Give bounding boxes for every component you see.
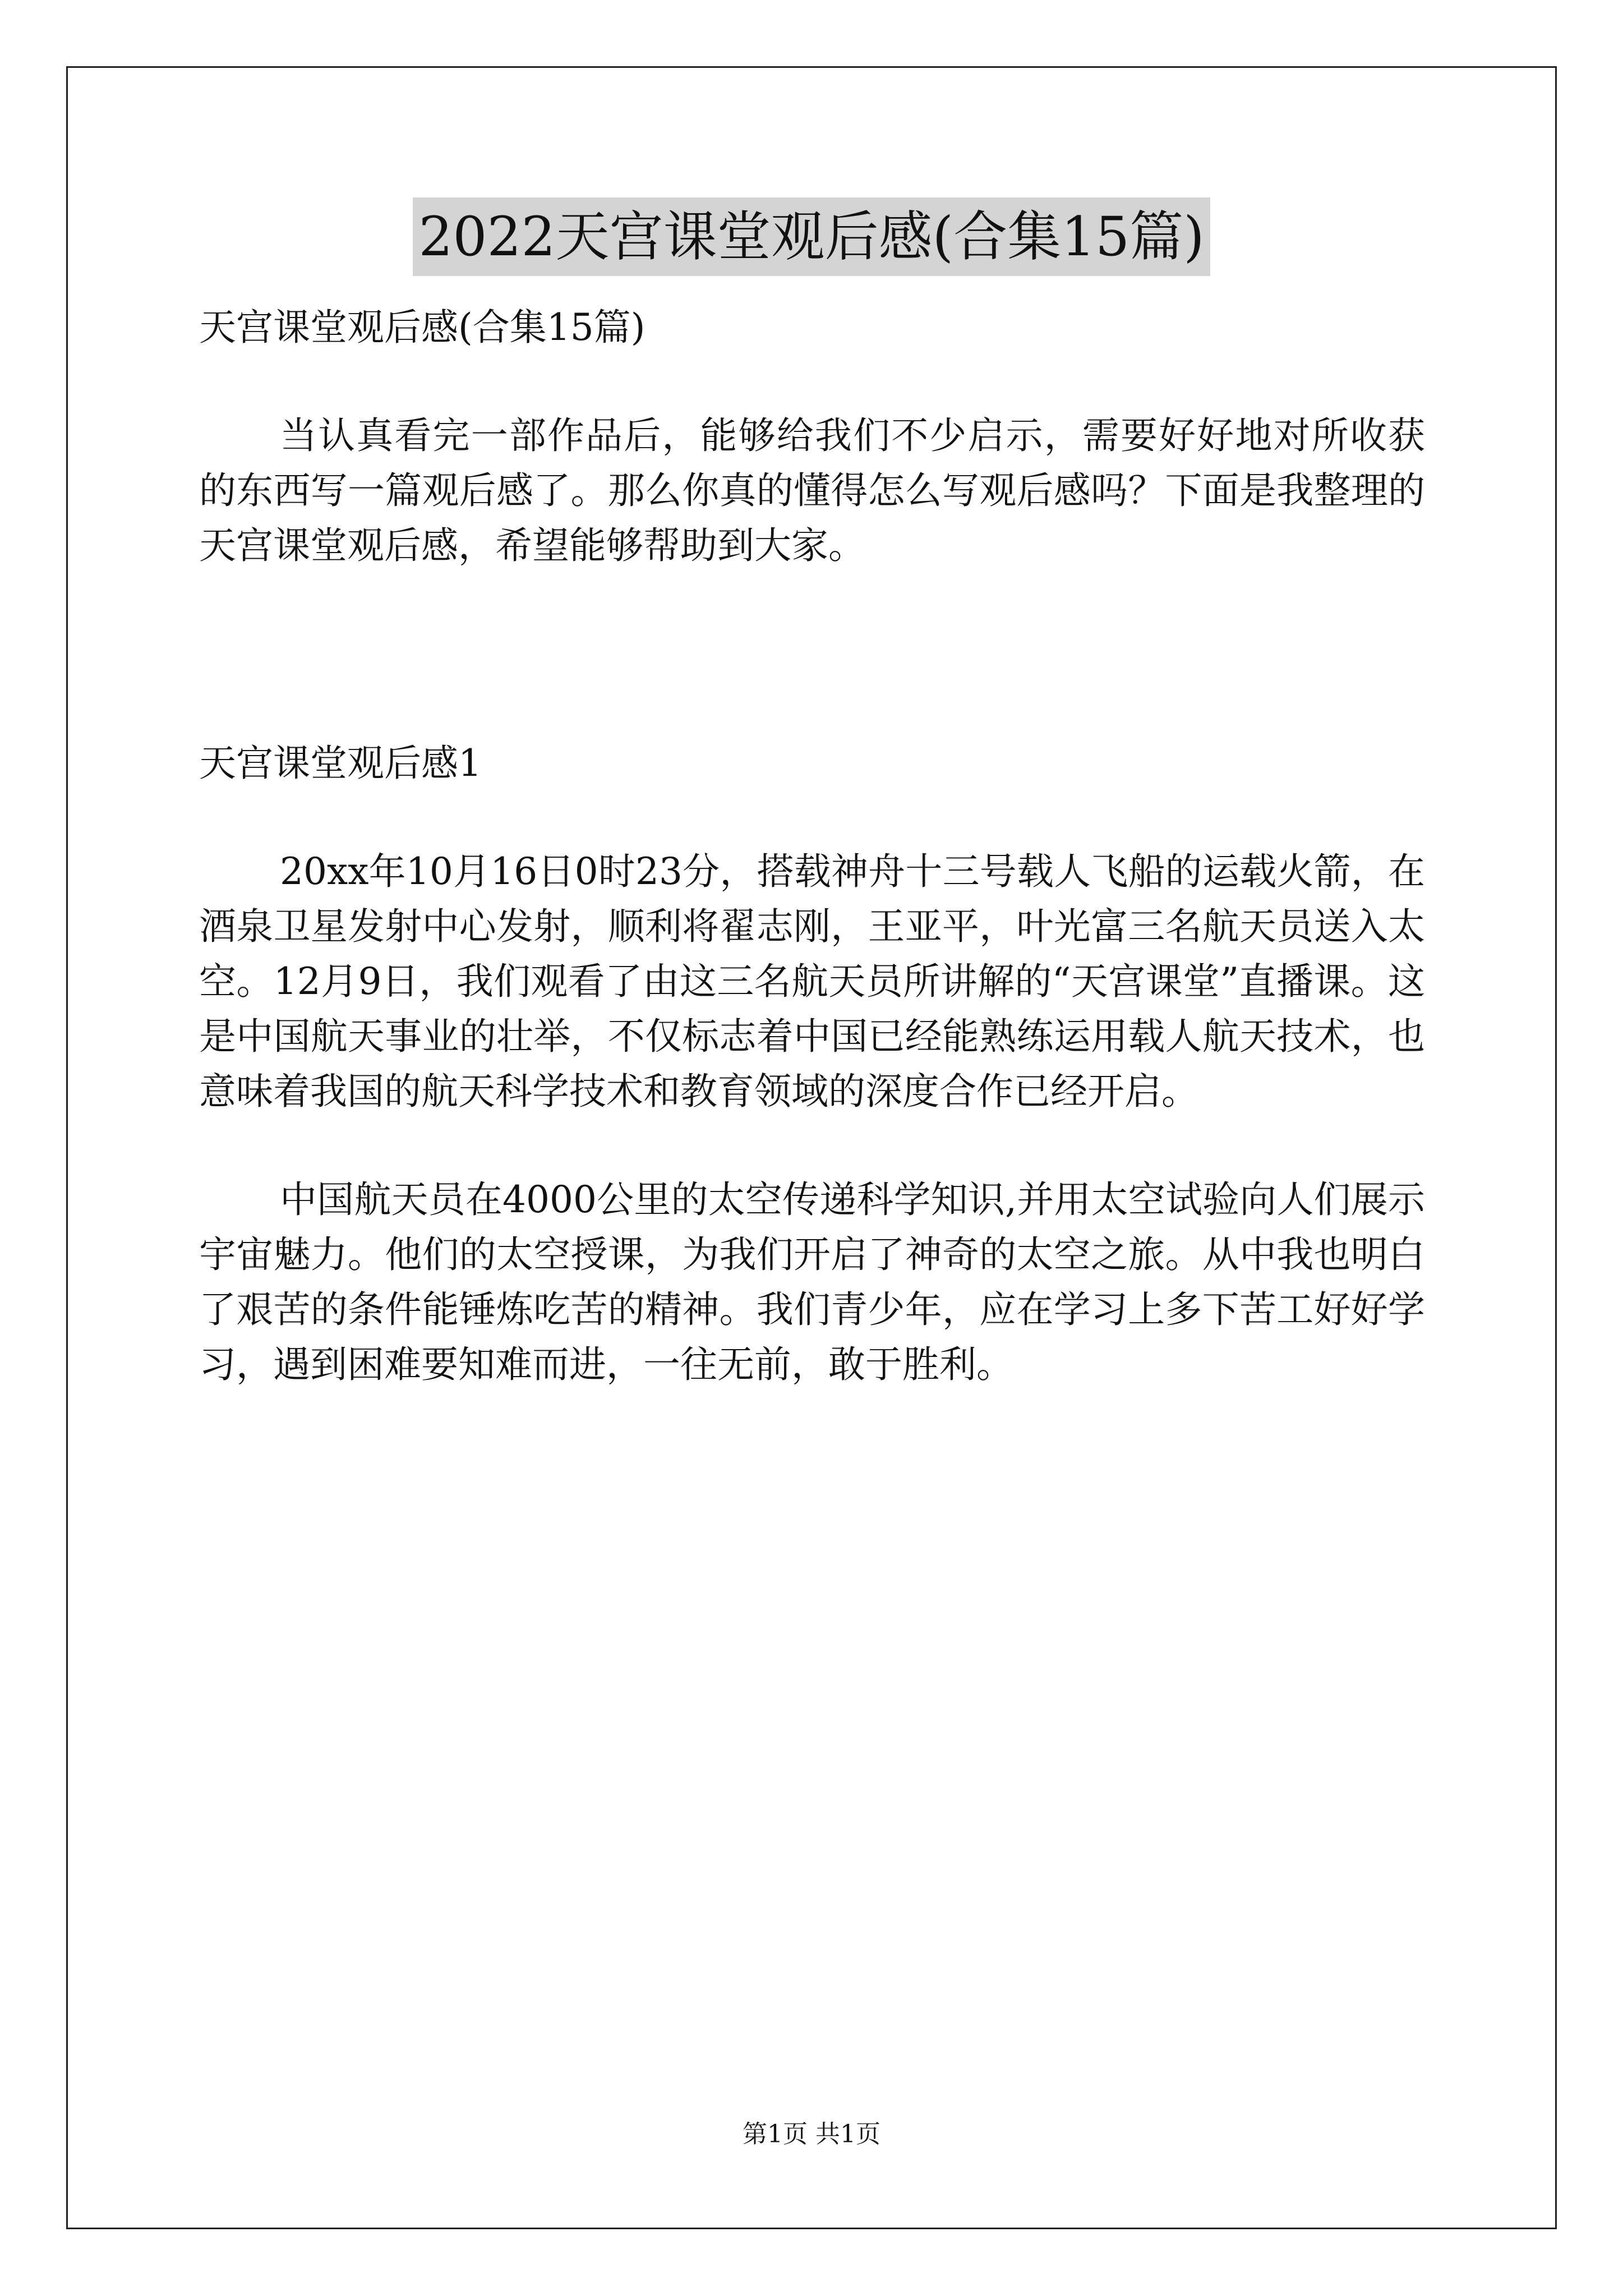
document-subtitle: 天宫课堂观后感(合集15篇)	[199, 306, 645, 349]
intro-paragraph: 当认真看完一部作品后，能够给我们不少启示，需要好好地对所收获的东西写一篇观后感了。那么你真的懂得怎么写观后感吗？下面是我整理的天宫课堂观后感，希望能够帮助到大家。	[199, 414, 1425, 567]
document-body	[199, 300, 1425, 1446]
section-heading: 天宫课堂观后感1	[199, 742, 482, 785]
body-paragraph-2: 中国航天员在4000公里的太空传递科学知识,并用太空试验向人们展示宇宙魅力。他们的太空授课，为我们开启了神奇的太空之旅。从中我也明白了艰苦的条件能锤炼吃苦的精神。我们青少年，应在学习上多下苦工好好学习，遇到困难要知难而进，一往无前，敢于胜利。	[199, 1178, 1425, 1386]
document-title: 2022天宫课堂观后感(合集15篇)	[413, 197, 1210, 276]
title-container	[0, 197, 1623, 276]
body-paragraph-1: 20xx年10月16日0时23分，搭载神舟十三号载人飞船的运载火箭，在酒泉卫星发射中心发射，顺利将翟志刚，王亚平，叶光富三名航天员送入太空。12月9日，我们观看了由这三名航天员所讲解的“天宫课堂”直播课。这是中国航天事业的壮举，不仅标志着中国已经能熟练运用载人航天技术，也意味着我国的航天科学技术和教育领域的深度合作已经开启。	[199, 850, 1425, 1113]
page-footer: 第1页 共1页	[743, 2120, 880, 2148]
